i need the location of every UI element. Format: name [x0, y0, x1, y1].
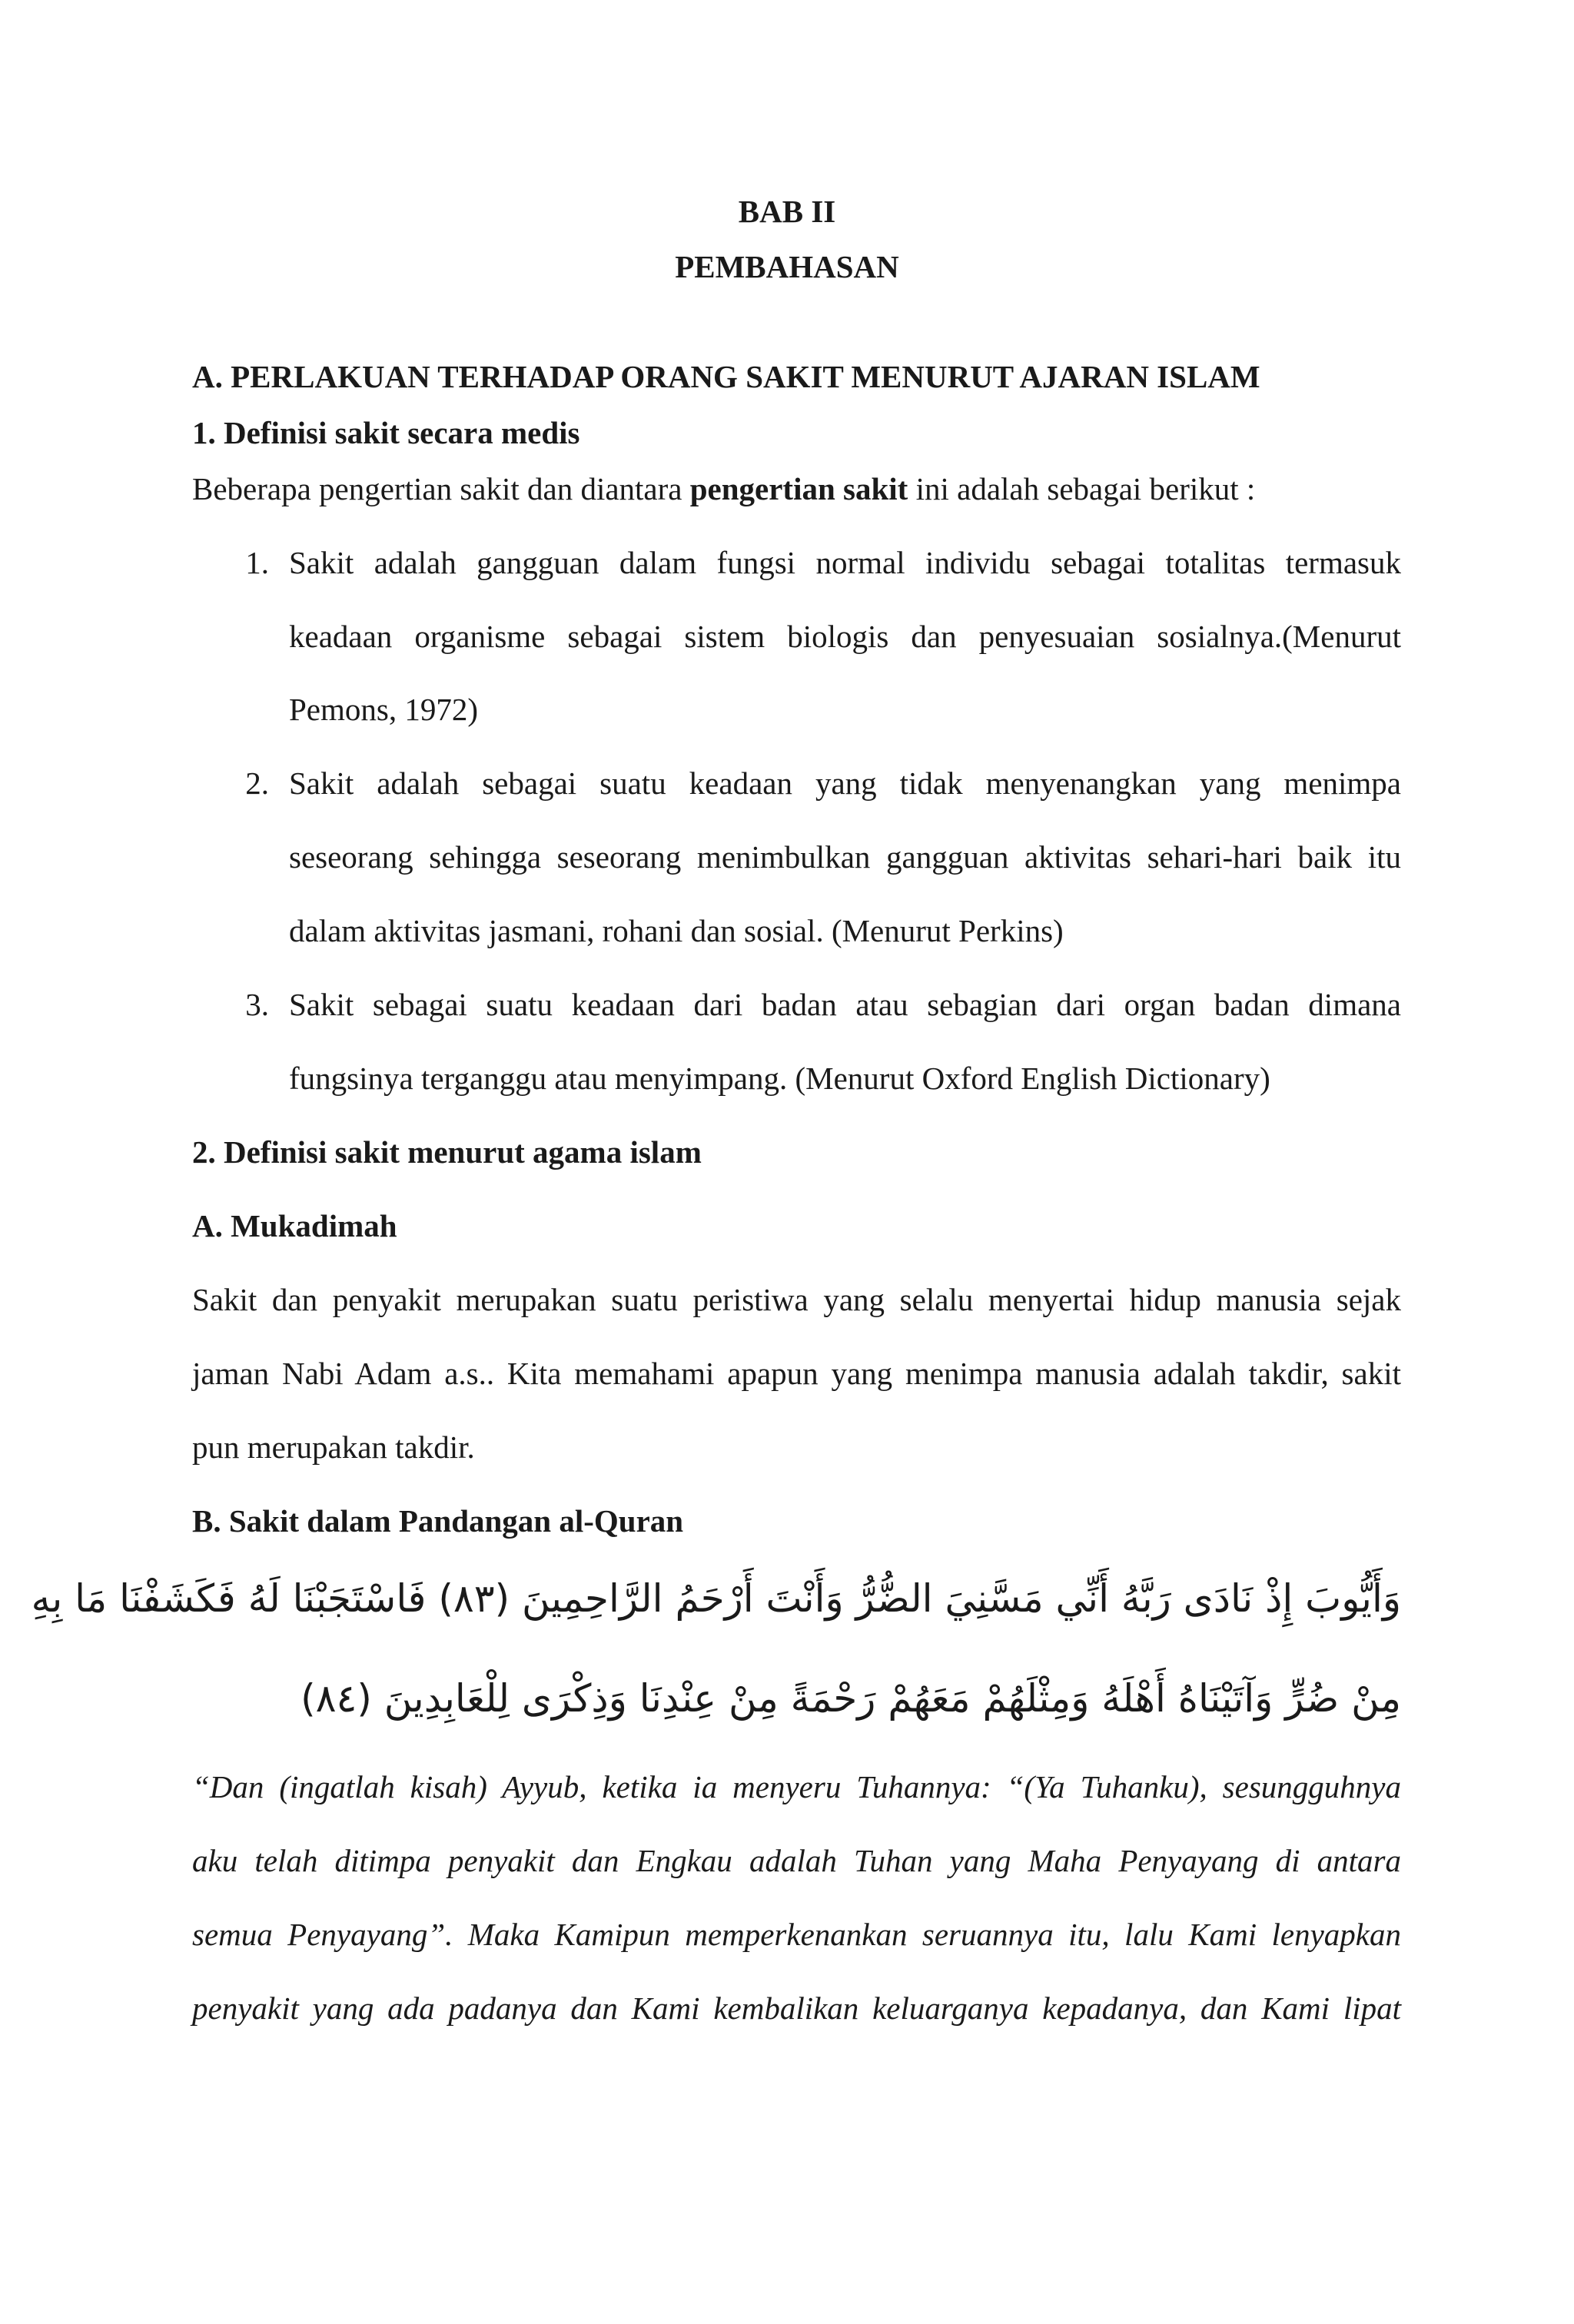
translation-line: semua Penyayang”. Maka Kamipun memperkenankan seruannya itu, lalu Kami lenyapkan — [192, 1917, 1401, 1952]
section-heading: A. PERLAKUAN TERHADAP ORANG SAKIT MENURUT AJARAN ISLAM — [192, 359, 1260, 394]
intro-paragraph — [192, 470, 1255, 508]
list-item-number: 2. — [245, 765, 269, 801]
list-item-number: 1. — [245, 545, 269, 580]
translation-line: penyakit yang ada padanya dan Kami kembalikan keluarganya kepadanya, dan Kami lipat — [192, 1990, 1401, 2026]
subsection-heading-2: 2. Definisi sakit menurut agama islam — [192, 1134, 702, 1170]
list-item-line: keadaan organisme sebagai sistem biologis dan penyesuaian sosialnya.(Menurut — [289, 619, 1401, 654]
list-item-line: Sakit sebagai suatu keadaan dari badan atau sebagian dari organ badan dimana — [289, 987, 1401, 1022]
list-item-line: fungsinya terganggu atau menyimpang. (Menurut Oxford English Dictionary) — [289, 1061, 1270, 1096]
mukadimah-heading: A. Mukadimah — [192, 1208, 397, 1243]
list-item-line: Sakit adalah gangguan dalam fungsi normal individu sebagai totalitas termasuk — [289, 545, 1401, 580]
paragraph-line: Sakit dan penyakit merupakan suatu peristiwa yang selalu menyertai hidup manusia sejak — [192, 1282, 1401, 1317]
translation-line: aku telah ditimpa penyakit dan Engkau adalah Tuhan yang Maha Penyayang di antara — [192, 1843, 1401, 1878]
list-item-line: seseorang sehingga seseorang menimbulkan gangguan aktivitas sehari-hari baik itu — [289, 839, 1401, 875]
arabic-verse-line: وَأَيُّوبَ إِذْ نَادَى رَبَّهُ أَنِّي مَسَّنِيَ الضُّرُّ وَأَنْتَ أَرْحَمُ الرَّاحِمِينَ (٨٣) فَاسْتَجَبْنَا لَهُ فَكَشَفْنَا مَا بِهِ — [31, 1576, 1401, 1621]
arabic-verse-line: مِنْ ضُرٍّ وَآتَيْنَاهُ أَهْلَهُ وَمِثْلَهُمْ مَعَهُمْ رَحْمَةً مِنْ عِنْدِنَا وَذِكْرَى لِلْعَابِدِينَ (٨٤) — [301, 1676, 1401, 1721]
intro-text-after: ini adalah sebagai berikut : — [908, 471, 1256, 506]
paragraph-line: jaman Nabi Adam a.s.. Kita memahami apapun yang menimpa manusia adalah takdir, sakit — [192, 1356, 1401, 1391]
intro-text-bold: pengertian sakit — [689, 471, 908, 506]
list-item-line: dalam aktivitas jasmani, rohani dan sosial. (Menurut Perkins) — [289, 913, 1064, 948]
chapter-title: PEMBAHASAN — [675, 249, 899, 284]
list-item-line: Pemons, 1972) — [289, 692, 478, 727]
intro-text-before: Beberapa pengertian sakit dan diantara — [192, 471, 690, 506]
subsection-heading-1: 1. Definisi sakit secara medis — [192, 415, 580, 450]
quran-heading: B. Sakit dalam Pandangan al-Quran — [192, 1503, 684, 1539]
chapter-number: BAB II — [738, 194, 836, 229]
list-item-number: 3. — [245, 987, 269, 1022]
list-item-line: Sakit adalah sebagai suatu keadaan yang tidak menyenangkan yang menimpa — [289, 765, 1401, 801]
paragraph-line: pun merupakan takdir. — [192, 1429, 475, 1465]
translation-line: “Dan (ingatlah kisah) Ayyub, ketika ia menyeru Tuhannya: “(Ya Tuhanku), sesungguhnya — [192, 1769, 1401, 1804]
